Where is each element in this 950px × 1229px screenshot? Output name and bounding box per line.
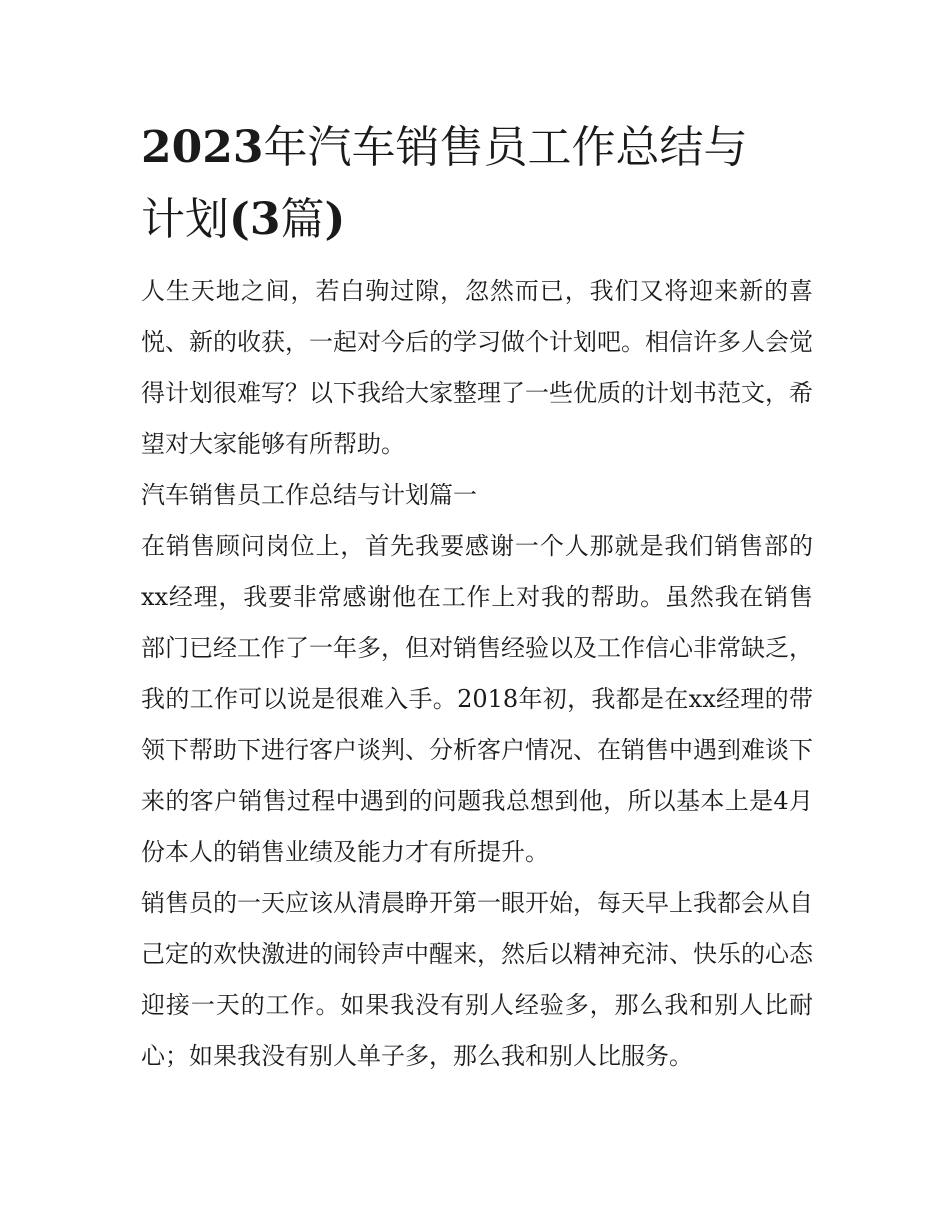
intro-paragraph: 人生天地之间，若白驹过隙，忽然而已，我们又将迎来新的喜悦、新的收获，一起对今后的学习做个计划吧。相信许多人会觉得计划很难写？以下我给大家整理了一些优质的计划书范文，希望对大家能够有所帮助。 <box>141 277 813 458</box>
body-paragraph-1: 在销售顾问岗位上，首先我要感谢一个人那就是我们销售部的xx经理，我要非常感谢他在工作上对我的帮助。虽然我在销售部门已经工作了一年多，但对销售经验以及工作信心非常缺乏，我的工作可以说是很难入手。2018年初，我都是在xx经理的带领下帮助下进行客户谈判、分析客户情况、在销售中遇到难谈下来的客户销售过程中遇到的问题我总想到他，所以基本上是4月份本人的销售业绩及能力才有所提升。 <box>141 532 813 866</box>
document-page <box>141 112 813 1082</box>
section-heading: 汽车销售员工作总结与计划篇一 <box>141 481 477 509</box>
title-count: (3 <box>229 194 281 245</box>
body-paragraph-2: 销售员的一天应该从清晨睁开第一眼开始，每天早上我都会从自己定的欢快激进的闹铃声中醒来，然后以精神充沛、快乐的心态迎接一天的工作。如果我没有别人经验多，那么我和别人比耐心；如果我没有别人单子多，那么我和别人比服务。 <box>141 889 813 1070</box>
title-line2-text-a: 计划 <box>141 194 229 245</box>
title-year: 2023 <box>141 122 264 173</box>
title-line2-text-b: 篇 <box>280 194 325 245</box>
document-title <box>141 112 813 256</box>
title-close-paren: ) <box>324 194 346 245</box>
title-line1-text: 年汽车销售员工作总结与 <box>263 122 748 173</box>
